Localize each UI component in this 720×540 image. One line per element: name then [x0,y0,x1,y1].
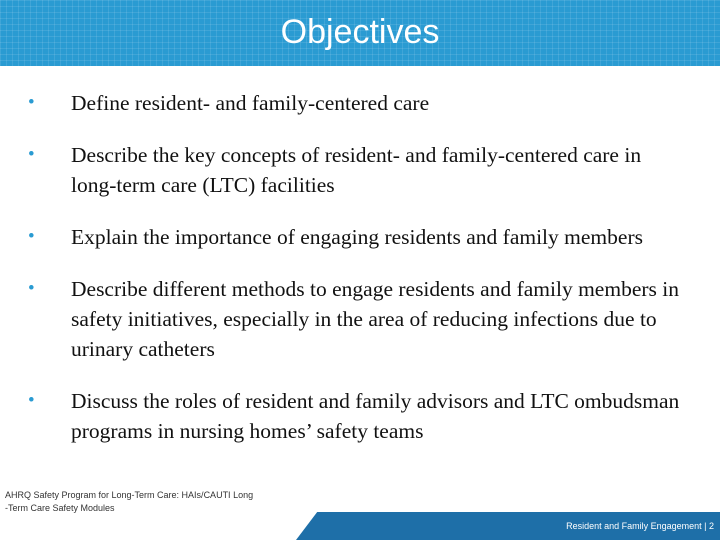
footer-program-name [5,489,285,515]
footer-program-line: -Term Care Safety Modules [5,503,115,513]
bullet-dot-icon: • [28,144,35,165]
objective-text: Describe different methods to engage residents and family members in safety initiatives, especially in the area of reducing infections due to urinary catheters [71,277,679,361]
bullet-dot-icon: • [28,92,35,113]
objective-text: Discuss the roles of resident and family advisors and LTC ombudsman programs in nursing homes’ safety teams [71,389,680,443]
objective-item [28,140,688,200]
objective-item [28,88,688,118]
objective-text: Explain the importance of engaging residents and family members [71,225,643,249]
slide-title: Objectives [280,13,440,51]
footer-program-line: AHRQ Safety Program for Long-Term Care: HAIs/CAUTI Long [5,490,254,500]
bullet-dot-icon: • [28,390,35,411]
objective-item [28,274,688,364]
footer-module-page: Resident and Family Engagement | 2 [566,521,714,531]
objective-item [28,386,688,446]
objective-item [28,222,688,252]
objective-text: Define resident- and family-centered care [71,91,430,115]
bullet-dot-icon: • [28,278,35,299]
bullet-dot-icon: • [28,226,35,247]
objective-text: Describe the key concepts of resident- and family-centered care in long-term care (LTC) facilities [71,143,642,197]
objectives-list [28,88,688,468]
